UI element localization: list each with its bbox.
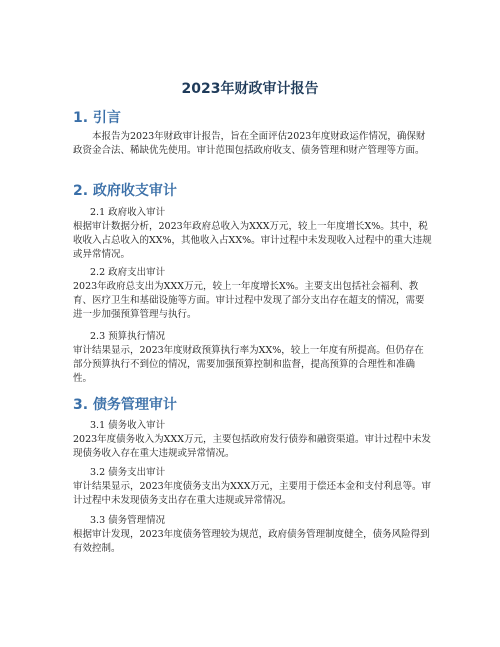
subsection-heading-debt-expenditure: 3.2 债务支出审计 bbox=[90, 467, 166, 478]
subsection-heading-debt-management-status: 3.3 债务管理情况 bbox=[90, 515, 166, 526]
subsection-heading-revenue-audit: 2.1 政府收入审计 bbox=[90, 207, 166, 218]
subsection-paragraph-budget-execution: 审计结果显示，2023年度财政预算执行率为XX%，较上一年度有所提高。但仍存在部分预算执行不到位的情况，需要加强预算控制和监督，提高预算的合理性和准确性。 bbox=[73, 345, 424, 385]
subsection-paragraph-debt-expenditure: 审计结果显示，2023年度债务支出为XXX万元，主要用于偿还本金和支付利息等。审计过程中未发现债务支出存在重大违规或异常情况。 bbox=[73, 481, 431, 507]
subsection-paragraph-debt-revenue: 2023年度债务收入为XXX万元，主要包括政府发行债券和融资渠道。审计过程中未发现债务收入存在重大违规或异常情况。 bbox=[73, 434, 431, 460]
section-heading-government-revenue-expenditure: 2. 政府收支审计 bbox=[73, 183, 177, 199]
subsection-paragraph-revenue-audit: 根据审计数据分析，2023年政府总收入为XXX万元，较上一年度增长X%。其中，税收收入占总收入的XX%，其他收入占XX%。审计过程中未发现收入过程中的重大违规或异常情况。 bbox=[73, 221, 432, 261]
document-title: 2023年财政审计报告 bbox=[181, 81, 319, 97]
section-heading-debt-management: 3. 债务管理审计 bbox=[73, 397, 177, 413]
section-heading-introduction: 1. 引言 bbox=[73, 110, 121, 126]
subsection-paragraph-debt-management-status: 根据审计发现，2023年度债务管理较为规范，政府债务管理制度健全，债务风险得到有效控制。 bbox=[73, 529, 430, 555]
subsection-paragraph-expenditure-audit: 2023年政府总支出为XXX万元，较上一年度增长X%。主要支出包括社会福利、教育、医疗卫生和基础设施等方面。审计过程中发现了部分支出存在超支的情况，需要进一步加强预算管理与执行。 bbox=[73, 281, 425, 321]
section-paragraph-introduction: 本报告为2023年财政审计报告，旨在全面评估2023年度财政运作情况，确保财政资金合法、稀缺优先使用。审计范围包括政府收支、债务管理和财产管理等方面。 bbox=[73, 131, 426, 157]
subsection-heading-debt-revenue: 3.1 债务收入审计 bbox=[90, 420, 166, 431]
subsection-heading-budget-execution: 2.3 预算执行情况 bbox=[90, 331, 166, 342]
subsection-heading-expenditure-audit: 2.2 政府支出审计 bbox=[90, 267, 166, 278]
